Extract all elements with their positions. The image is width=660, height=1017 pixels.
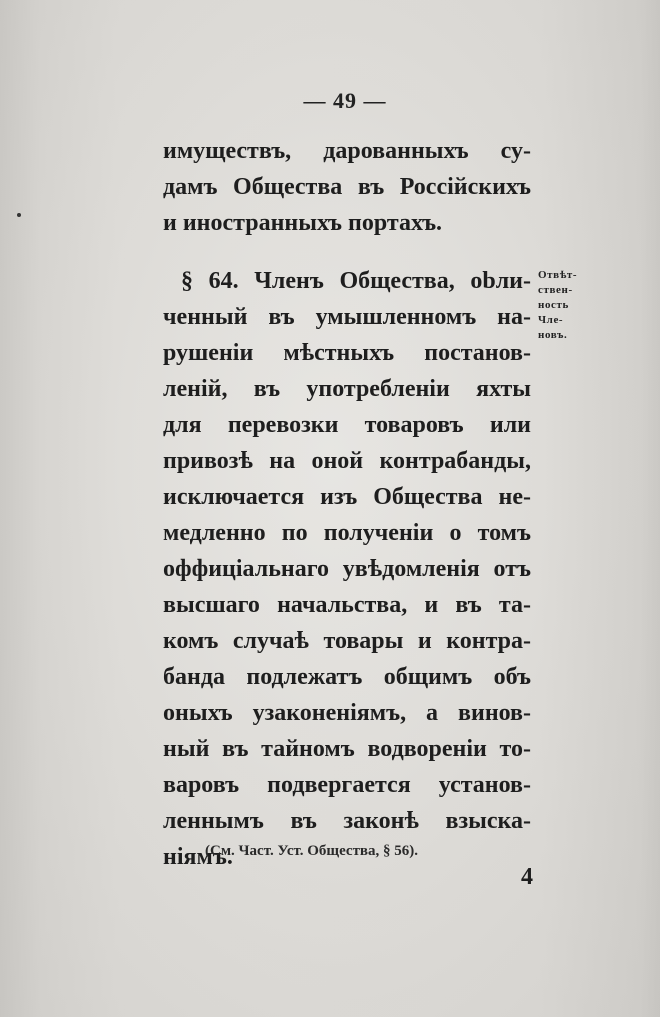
text-line: имуществъ, дарованныхъ су- xyxy=(163,138,531,164)
margin-note-line: новъ. xyxy=(538,329,568,341)
paragraph-gap xyxy=(163,241,531,263)
text-line: оффиціальнаго увѣдомленія отъ xyxy=(163,556,531,582)
page-number: — 49 — xyxy=(303,88,387,113)
text-line: леній, въ употребленіи яхты xyxy=(163,376,531,402)
margin-note xyxy=(538,268,598,343)
text-line: привозѣ на оной контрабанды, xyxy=(163,448,531,474)
margin-note-line: ствен- xyxy=(538,284,573,296)
text-line: оныхъ узаконеніямъ, а винов- xyxy=(163,700,531,726)
text-line: и иностранныхъ портахъ. xyxy=(163,210,443,236)
text-line: дамъ Общества въ Россійскихъ xyxy=(163,174,531,200)
text-line: комъ случаѣ товары и контра- xyxy=(163,628,531,654)
section-heading-line: § 64. Членъ Общества, obли- xyxy=(181,268,531,294)
text-line: варовъ подвергается установ- xyxy=(163,772,531,798)
footnote: (См. Част. Уст. Общества, § 56). xyxy=(205,843,419,859)
text-line: ніямъ. xyxy=(163,844,233,870)
margin-note-line: Чле- xyxy=(538,314,564,326)
margin-note-line: ность xyxy=(538,299,569,311)
text-line: медленно по полученіи о томъ xyxy=(163,520,531,546)
ink-speck xyxy=(17,213,21,217)
text-line: леннымъ въ законѣ взыска- xyxy=(163,808,531,834)
text-line: для перевозки товаровъ или xyxy=(163,412,531,438)
signature-mark: 4 xyxy=(521,864,533,890)
body-text xyxy=(163,133,531,875)
text-line: высшаго начальства, и въ та- xyxy=(163,592,531,618)
margin-note-line: Отвѣт- xyxy=(538,269,578,281)
text-line: ченный въ умышленномъ на- xyxy=(163,304,531,330)
text-line: ный въ тайномъ водвореніи то- xyxy=(163,736,531,762)
text-line: исключается изъ Общества не- xyxy=(163,484,531,510)
text-line: рушеніи мѣстныхъ постанов- xyxy=(163,340,531,366)
text-line: банда подлежатъ общимъ объ xyxy=(163,664,531,690)
